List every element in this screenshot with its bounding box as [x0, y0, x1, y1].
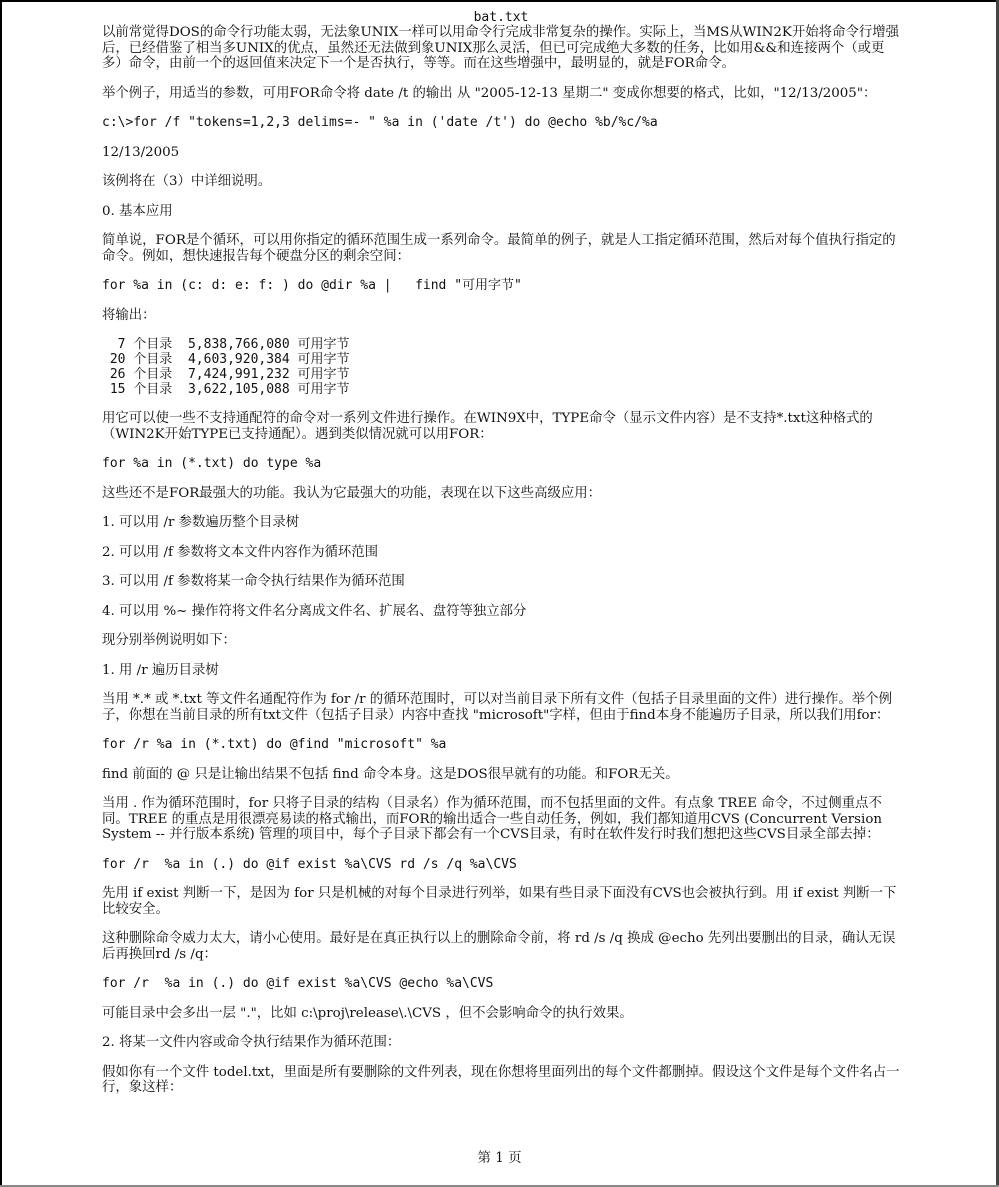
paragraph: 2. 可以用 /f 参数将文本文件内容作为循环范围 — [102, 544, 379, 560]
paragraph: 0. 基本应用 — [102, 203, 173, 219]
paragraph: 假如你有一个文件 todel.txt，里面是所有要删除的文件列表，现在你想将里面列出的每个文件都删掉。假设这个文件是每个文件名占一行，象这样： — [102, 1064, 900, 1095]
command-output: 7 个目录 5,838,766,080 可用字节 20 个目录 4,603,920,384 可用字节 26 个目录 7,424,991,232 可用字节 15 个目录 3,622,105,088 可用字节 — [109, 337, 350, 397]
document-title: bat.txt — [473, 10, 529, 25]
paragraph: 这种删除命令威力太大，请小心使用。最好是在真正执行以上的删除命令前，将 rd /s /q 换成 @echo 先列出要删出的目录，确认无误后再换回rd /s /q： — [102, 931, 896, 962]
paragraph: 该例将在（3）中详细说明。 — [102, 174, 272, 189]
document-body — [102, 25, 900, 1096]
paragraph: 4. 可以用 %~ 操作符将文件名分离成文件名、扩展名、盘符等独立部分 — [102, 603, 527, 619]
paragraph: 这些还不是FOR最强大的功能。我认为它最强大的功能，表现在以下这些高级应用： — [102, 485, 602, 501]
paragraph: 12/13/2005 — [102, 144, 180, 160]
paragraph: find 前面的 @ 只是让输出结果不包括 find 命令本身。这是DOS很早就有的功能。和FOR无关。 — [102, 766, 679, 782]
paragraph: 将输出： — [102, 307, 156, 323]
paragraph: 以前常觉得DOS的命令行功能太弱，无法象UNIX一样可以用命令行完成非常复杂的操作。实际上，当MS从WIN2K开始将命令行增强后，已经借鉴了相当多UNIX的优点，虽然还无法做到象UNIX那么灵活，但已可完成绝大多数的任务，比如用&&和连接两个（或更多）命令，由前一个的返回值来决定下一个是否执行，等等。而在这些增强中，最明显的，就是FOR命令。 — [102, 25, 900, 71]
window-frame-left — [0, 0, 2, 1187]
page-number: 第 1 页 — [477, 1150, 522, 1166]
paragraph: 当用 *.* 或 *.txt 等文件名通配符作为 for /r 的循环范围时，可以对当前目录下所有文件（包括子目录里面的文件）进行操作。举个例子，你想在当前目录的所有txt文件（包括子目录）内容中查找 "microsoft"字样，但由于find本身不能遍历子目录，所以我们用for： — [102, 692, 892, 723]
code-line: for %a in (*.txt) do type %a — [102, 456, 322, 471]
paragraph: 现分别举例说明如下： — [102, 633, 236, 648]
document-page — [102, 10, 900, 1160]
paragraph: 1. 可以用 /r 参数遍历整个目录树 — [102, 515, 300, 530]
paragraph: 3. 可以用 /f 参数将某一命令执行结果作为循环范围 — [102, 574, 405, 589]
paragraph: 2. 将某一文件内容或命令执行结果作为循环范围： — [102, 1035, 401, 1050]
code-line: for /r %a in (.) do @if exist %a\CVS rd /s /q %a\CVS — [102, 856, 517, 872]
code-line: for /r %a in (.) do @if exist %a\CVS @echo %a\CVS — [102, 976, 494, 991]
code-line: c:\>for /f "tokens=1,2,3 delims=- " %a in ('date /t') do @echo %b/%c/%a — [102, 115, 658, 130]
paragraph: 当用 . 作为循环范围时，for 只将子目录的结构（目录名）作为循环范围，而不包括里面的文件。有点象 TREE 命令，不过侧重点不同。TREE 的重点是用很漂亮易读的格式输出，而FOR的输出适合一些自动任务，例如，我们都知道用CVS (Concurrent Version System -- 并行版本系统) 管理的项目中，每个子目录下都会有一个CVS目录，有时在软件发行时我们想把这些CVS目录全部去掉： — [102, 796, 887, 842]
paragraph: 可能目录中会多出一层 "."，比如 c:\proj\release\.\CVS ，但不会影响命令的执行效果。 — [102, 1005, 633, 1021]
paragraph: 先用 if exist 判断一下，是因为 for 只是机械的对每个目录进行列举，如果有些目录下面没有CVS也会被执行到。用 if exist 判断一下比较安全。 — [102, 886, 897, 917]
code-line: for %a in (c: d: e: f: ) do @dir %a | find "可用字节" — [102, 278, 522, 293]
code-line: for /r %a in (*.txt) do @find "microsoft" %a — [102, 737, 447, 752]
window-frame-top — [0, 0, 999, 2]
paragraph: 用它可以使一些不支持通配符的命令对一系列文件进行操作。在WIN9X中，TYPE命令（显示文件内容）是不支持*.txt这种格式的（WIN2K开始TYPE已支持通配）。遇到类似情况就可以用FOR： — [102, 411, 873, 442]
paragraph: 1. 用 /r 遍历目录树 — [102, 662, 219, 678]
paragraph: 简单说，FOR是个循环，可以用你指定的循环范围生成一系列命令。最简单的例子，就是人工指定循环范围，然后对每个值执行指定的命令。例如，想快速报告每个硬盘分区的剩余空间： — [102, 233, 896, 264]
paragraph: 举个例子，用适当的参数，可用FOR命令将 date /t 的输出 从 "2005-12-13 星期二" 变成你想要的格式，比如，"12/13/2005"： — [102, 85, 877, 101]
